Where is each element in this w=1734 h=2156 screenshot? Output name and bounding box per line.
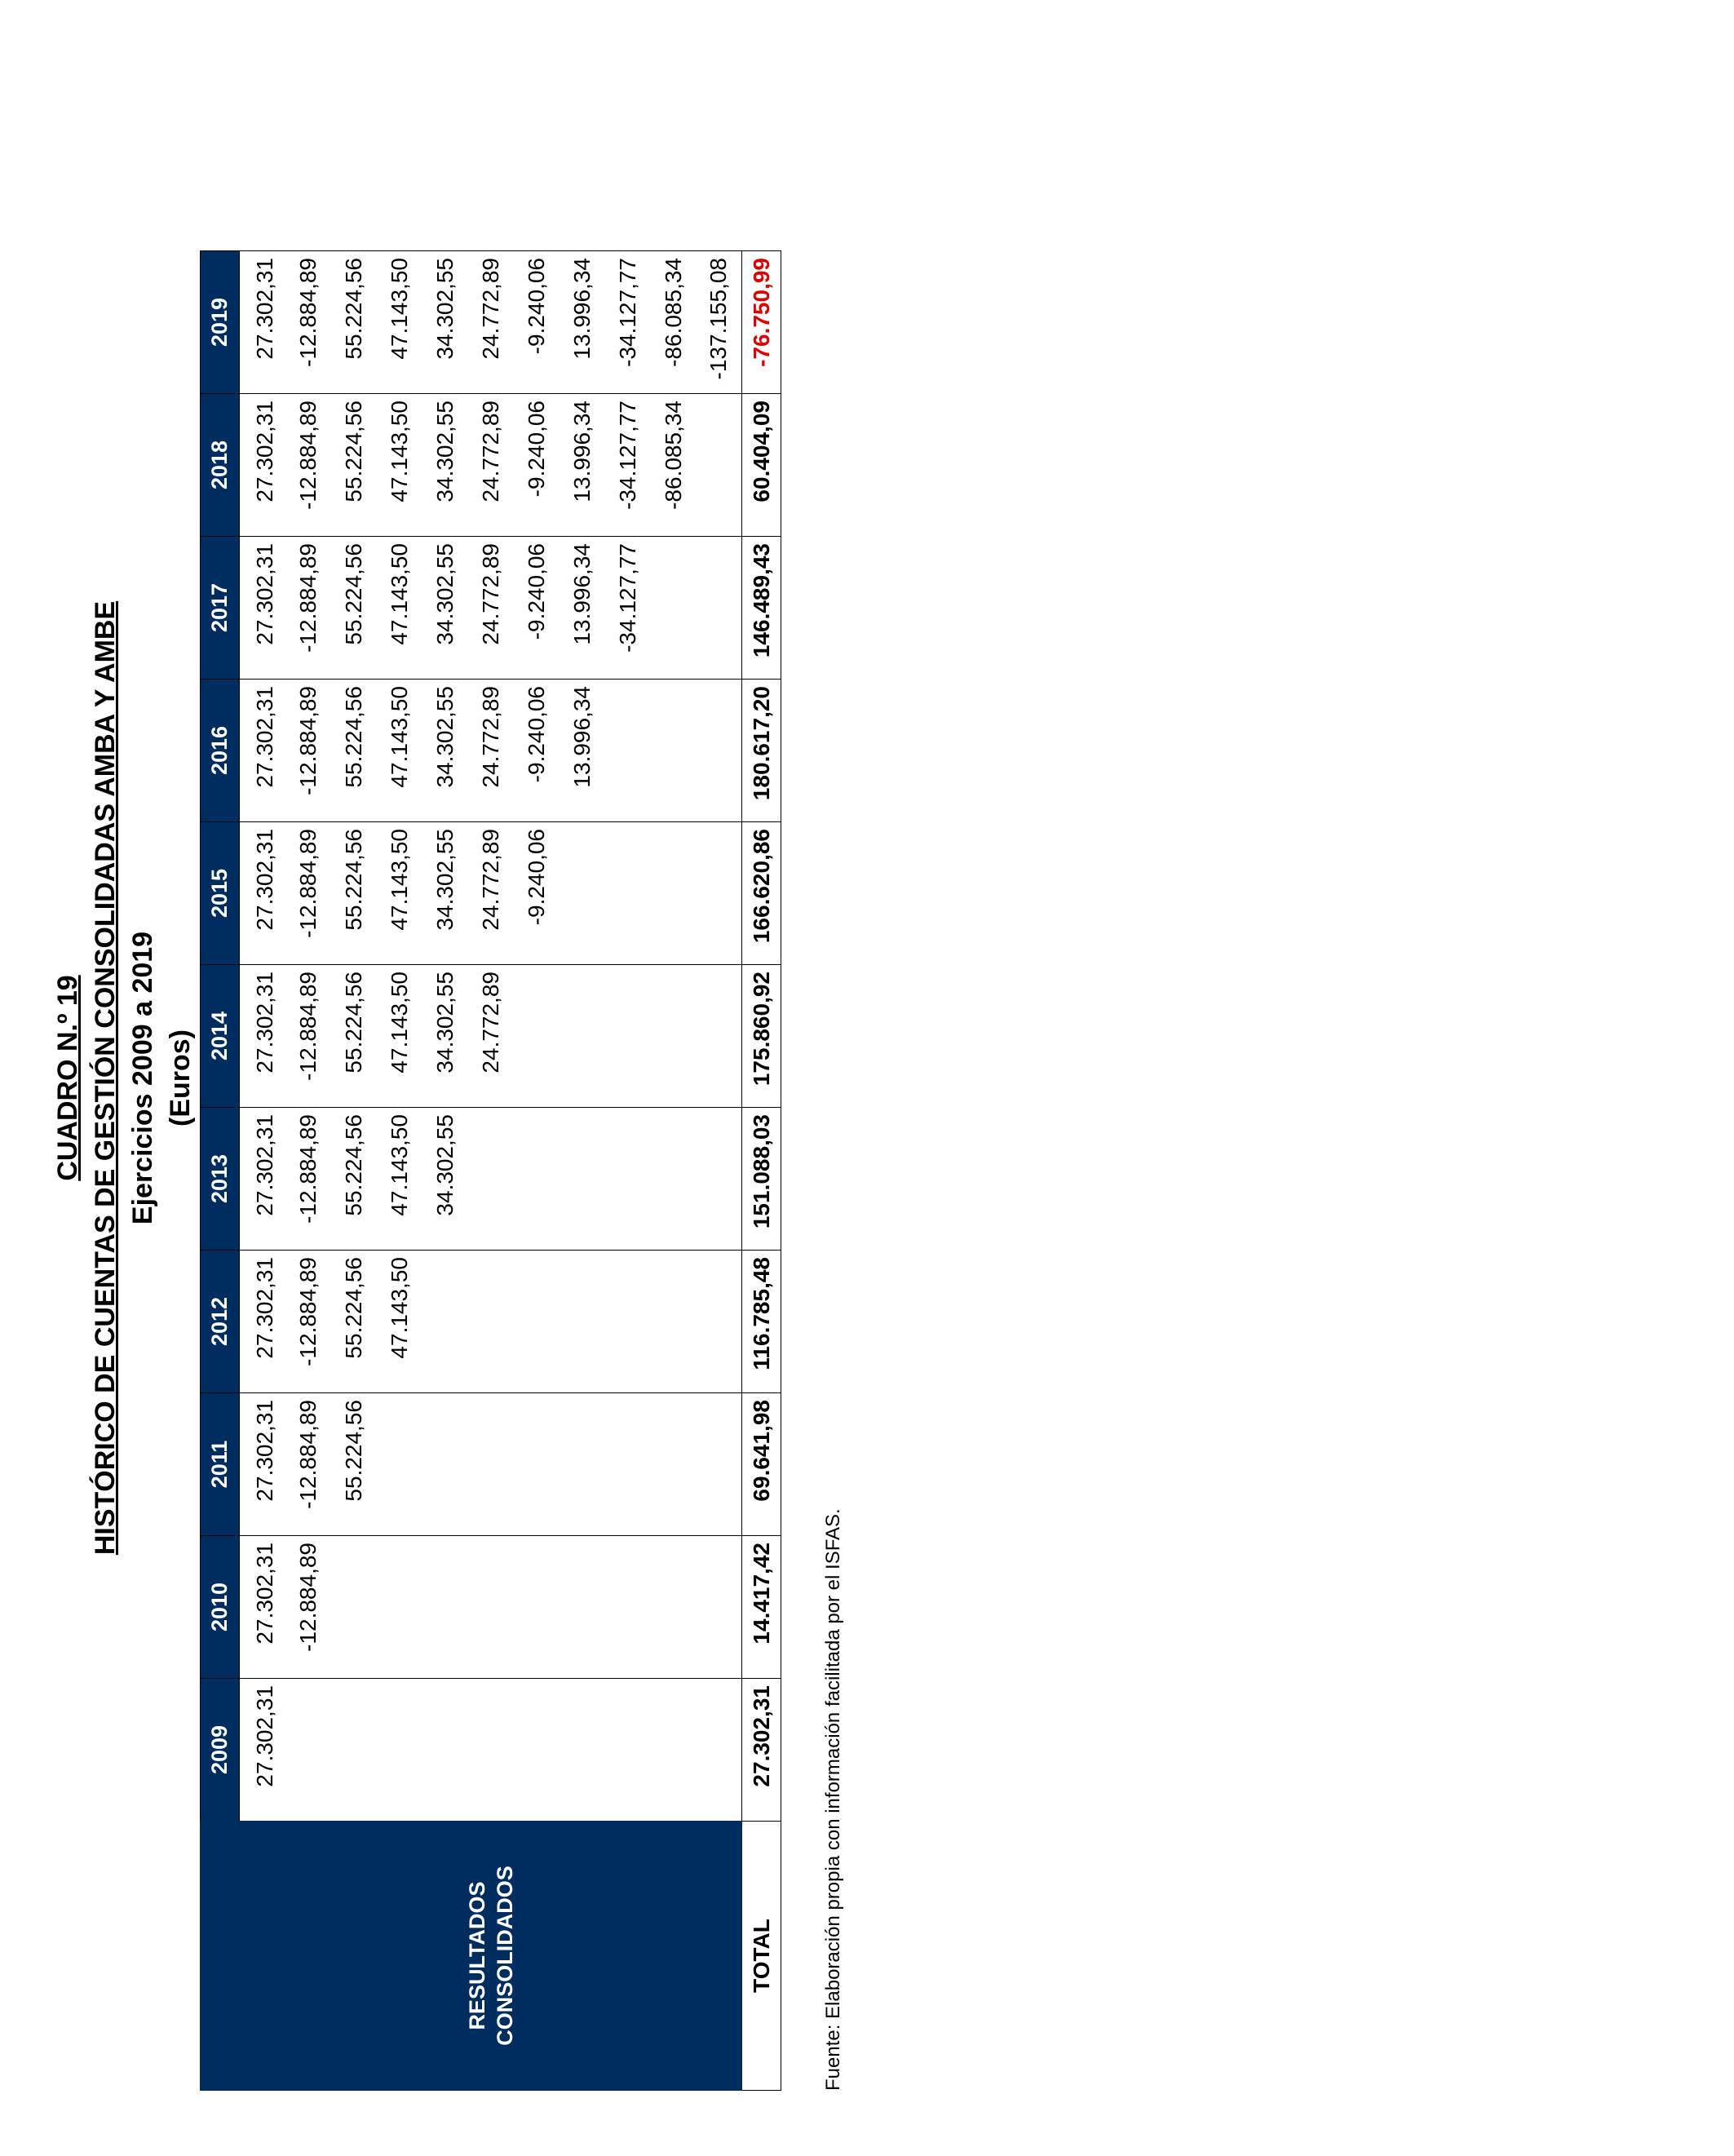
value-cell <box>285 1679 331 1822</box>
value-cell: 47.143,50 <box>377 1108 422 1251</box>
value-cell: 24.772,89 <box>468 537 514 680</box>
value-cell: 55.224,56 <box>331 251 377 394</box>
total-row <box>742 251 781 2091</box>
value-cell: 55.224,56 <box>331 965 377 1108</box>
value-cell: 55.224,56 <box>331 1108 377 1251</box>
value-cell: 34.302,55 <box>422 394 468 537</box>
value-cell <box>560 1393 605 1536</box>
value-cell <box>651 1536 697 1679</box>
results-table <box>200 250 781 2091</box>
value-cell <box>422 1393 468 1536</box>
year-header-2017: 2017 <box>201 537 240 680</box>
value-cell: 55.224,56 <box>331 680 377 822</box>
total-cell-2018: 60.404,09 <box>742 394 781 537</box>
value-cell: 47.143,50 <box>377 965 422 1108</box>
value-cell <box>514 1679 560 1822</box>
value-cell: 47.143,50 <box>377 251 422 394</box>
value-cell: -9.240,06 <box>514 537 560 680</box>
value-cell: 13.996,34 <box>560 537 605 680</box>
value-cell <box>697 537 742 680</box>
value-cell <box>514 1536 560 1679</box>
total-cell-2017: 146.489,43 <box>742 537 781 680</box>
total-cell-2009: 27.302,31 <box>742 1679 781 1822</box>
value-cell: -9.240,06 <box>514 251 560 394</box>
value-cell: 24.772,89 <box>468 251 514 394</box>
year-header-2010: 2010 <box>201 1536 240 1679</box>
value-cell: 55.224,56 <box>331 1393 377 1536</box>
value-cell: 24.772,89 <box>468 680 514 822</box>
value-cell: -12.884,89 <box>285 1108 331 1251</box>
value-cell: 47.143,50 <box>377 680 422 822</box>
value-cell: 34.302,55 <box>422 537 468 680</box>
value-cell: 13.996,34 <box>560 394 605 537</box>
value-cell <box>377 1393 422 1536</box>
value-cell: 34.302,55 <box>422 680 468 822</box>
value-cell <box>560 965 605 1108</box>
value-cell <box>377 1536 422 1679</box>
table-row <box>697 251 742 2091</box>
value-cell: 27.302,31 <box>240 1108 285 1251</box>
value-cell: -12.884,89 <box>285 394 331 537</box>
value-cell: -34.127,77 <box>605 537 651 680</box>
value-cell <box>560 1251 605 1393</box>
year-header-2016: 2016 <box>201 680 240 822</box>
value-cell <box>651 1108 697 1251</box>
value-cell <box>651 680 697 822</box>
value-cell: 27.302,31 <box>240 1536 285 1679</box>
value-cell <box>651 822 697 965</box>
value-cell <box>605 680 651 822</box>
value-cell: 47.143,50 <box>377 1251 422 1393</box>
value-cell <box>605 1393 651 1536</box>
value-cell <box>468 1536 514 1679</box>
value-cell: 55.224,56 <box>331 537 377 680</box>
value-cell: 27.302,31 <box>240 1679 285 1822</box>
value-cell: 34.302,55 <box>422 965 468 1108</box>
value-cell: -12.884,89 <box>285 1251 331 1393</box>
total-cell-2013: 151.088,03 <box>742 1108 781 1251</box>
value-cell: -12.884,89 <box>285 822 331 965</box>
value-cell: 24.772,89 <box>468 394 514 537</box>
total-cell-2016: 180.617,20 <box>742 680 781 822</box>
value-cell: 13.996,34 <box>560 251 605 394</box>
header-corner <box>201 1822 240 2091</box>
year-header-2013: 2013 <box>201 1108 240 1251</box>
value-cell: 27.302,31 <box>240 394 285 537</box>
value-cell: 55.224,56 <box>331 1251 377 1393</box>
table-row <box>240 251 285 2091</box>
value-cell <box>377 1679 422 1822</box>
value-cell <box>468 1679 514 1822</box>
value-cell <box>331 1536 377 1679</box>
value-cell: -34.127,77 <box>605 251 651 394</box>
year-header-2014: 2014 <box>201 965 240 1108</box>
title-block <box>49 0 199 2156</box>
value-cell: 34.302,55 <box>422 251 468 394</box>
value-cell <box>697 394 742 537</box>
value-cell: 47.143,50 <box>377 537 422 680</box>
value-cell <box>468 1108 514 1251</box>
value-cell: 27.302,31 <box>240 680 285 822</box>
value-cell: 13.996,34 <box>560 680 605 822</box>
value-cell: -34.127,77 <box>605 394 651 537</box>
total-cell-2014: 175.860,92 <box>742 965 781 1108</box>
value-cell <box>651 1393 697 1536</box>
value-cell: 27.302,31 <box>240 1251 285 1393</box>
value-cell <box>514 965 560 1108</box>
table-row <box>468 251 514 2091</box>
value-cell <box>422 1679 468 1822</box>
value-cell: 34.302,55 <box>422 1108 468 1251</box>
value-cell <box>605 822 651 965</box>
value-cell <box>697 965 742 1108</box>
value-cell <box>560 1108 605 1251</box>
value-cell: 27.302,31 <box>240 822 285 965</box>
value-cell <box>605 1679 651 1822</box>
value-cell: -12.884,89 <box>285 680 331 822</box>
value-cell <box>560 1536 605 1679</box>
value-cell <box>651 965 697 1108</box>
value-cell: -12.884,89 <box>285 251 331 394</box>
table-row <box>377 251 422 2091</box>
value-cell: 55.224,56 <box>331 394 377 537</box>
year-header-row <box>201 251 240 2091</box>
table-row <box>285 251 331 2091</box>
source-note: Fuente: Elaboración propia con información facilitada por el ISFAS. <box>822 1508 844 2091</box>
table-subtitle: Ejercicios 2009 a 2019 <box>127 931 158 1225</box>
value-cell <box>560 822 605 965</box>
row-group-label: RESULTADOS CONSOLIDADOS <box>240 1822 742 2091</box>
total-cell-2010: 14.417,42 <box>742 1536 781 1679</box>
value-cell: 55.224,56 <box>331 822 377 965</box>
value-cell <box>697 680 742 822</box>
value-cell: -86.085,34 <box>651 251 697 394</box>
value-cell <box>514 1393 560 1536</box>
value-cell <box>651 537 697 680</box>
value-cell <box>422 1251 468 1393</box>
value-cell: 27.302,31 <box>240 251 285 394</box>
year-header-2011: 2011 <box>201 1393 240 1536</box>
value-cell <box>697 1251 742 1393</box>
table-row <box>560 251 605 2091</box>
value-cell: 47.143,50 <box>377 394 422 537</box>
total-cell-2019: -76.750,99 <box>742 251 781 394</box>
total-cell-2015: 166.620,86 <box>742 822 781 965</box>
table-number: CUADRO N.º 19 <box>52 975 83 1181</box>
value-cell: 27.302,31 <box>240 537 285 680</box>
value-cell <box>651 1679 697 1822</box>
value-cell: 24.772,89 <box>468 965 514 1108</box>
value-cell: -9.240,06 <box>514 394 560 537</box>
value-cell <box>514 1108 560 1251</box>
value-cell <box>697 1679 742 1822</box>
value-cell <box>560 1679 605 1822</box>
table-row <box>422 251 468 2091</box>
value-cell: -9.240,06 <box>514 822 560 965</box>
value-cell <box>605 965 651 1108</box>
value-cell: 27.302,31 <box>240 1393 285 1536</box>
value-cell <box>697 1108 742 1251</box>
value-cell <box>514 1251 560 1393</box>
total-cell-2012: 116.785,48 <box>742 1251 781 1393</box>
year-header-2009: 2009 <box>201 1679 240 1822</box>
value-cell: -12.884,89 <box>285 965 331 1108</box>
table-row <box>651 251 697 2091</box>
value-cell <box>422 1536 468 1679</box>
value-cell: -12.884,89 <box>285 1536 331 1679</box>
value-cell <box>651 1251 697 1393</box>
total-label: TOTAL <box>742 1822 781 2091</box>
table-title: HISTÓRICO DE CUENTAS DE GESTIÓN CONSOLIDADAS AMBA Y AMBE <box>90 600 121 1556</box>
value-cell <box>697 1536 742 1679</box>
total-cell-2011: 69.641,98 <box>742 1393 781 1536</box>
value-cell: -9.240,06 <box>514 680 560 822</box>
year-header-2018: 2018 <box>201 394 240 537</box>
value-cell: 24.772,89 <box>468 822 514 965</box>
value-cell: 27.302,31 <box>240 965 285 1108</box>
value-cell <box>468 1251 514 1393</box>
value-cell <box>468 1393 514 1536</box>
value-cell: 34.302,55 <box>422 822 468 965</box>
value-cell <box>605 1536 651 1679</box>
value-cell: 47.143,50 <box>377 822 422 965</box>
value-cell: -86.085,34 <box>651 394 697 537</box>
table-row <box>331 251 377 2091</box>
year-header-2019: 2019 <box>201 251 240 394</box>
table-row <box>514 251 560 2091</box>
table-units: (Euros) <box>165 1029 196 1127</box>
value-cell <box>605 1108 651 1251</box>
year-header-2015: 2015 <box>201 822 240 965</box>
table-row <box>605 251 651 2091</box>
value-cell: -12.884,89 <box>285 1393 331 1536</box>
value-cell <box>605 1251 651 1393</box>
value-cell <box>697 822 742 965</box>
year-header-2012: 2012 <box>201 1251 240 1393</box>
value-cell: -137.155,08 <box>697 251 742 394</box>
value-cell: -12.884,89 <box>285 537 331 680</box>
value-cell <box>697 1393 742 1536</box>
value-cell <box>331 1679 377 1822</box>
